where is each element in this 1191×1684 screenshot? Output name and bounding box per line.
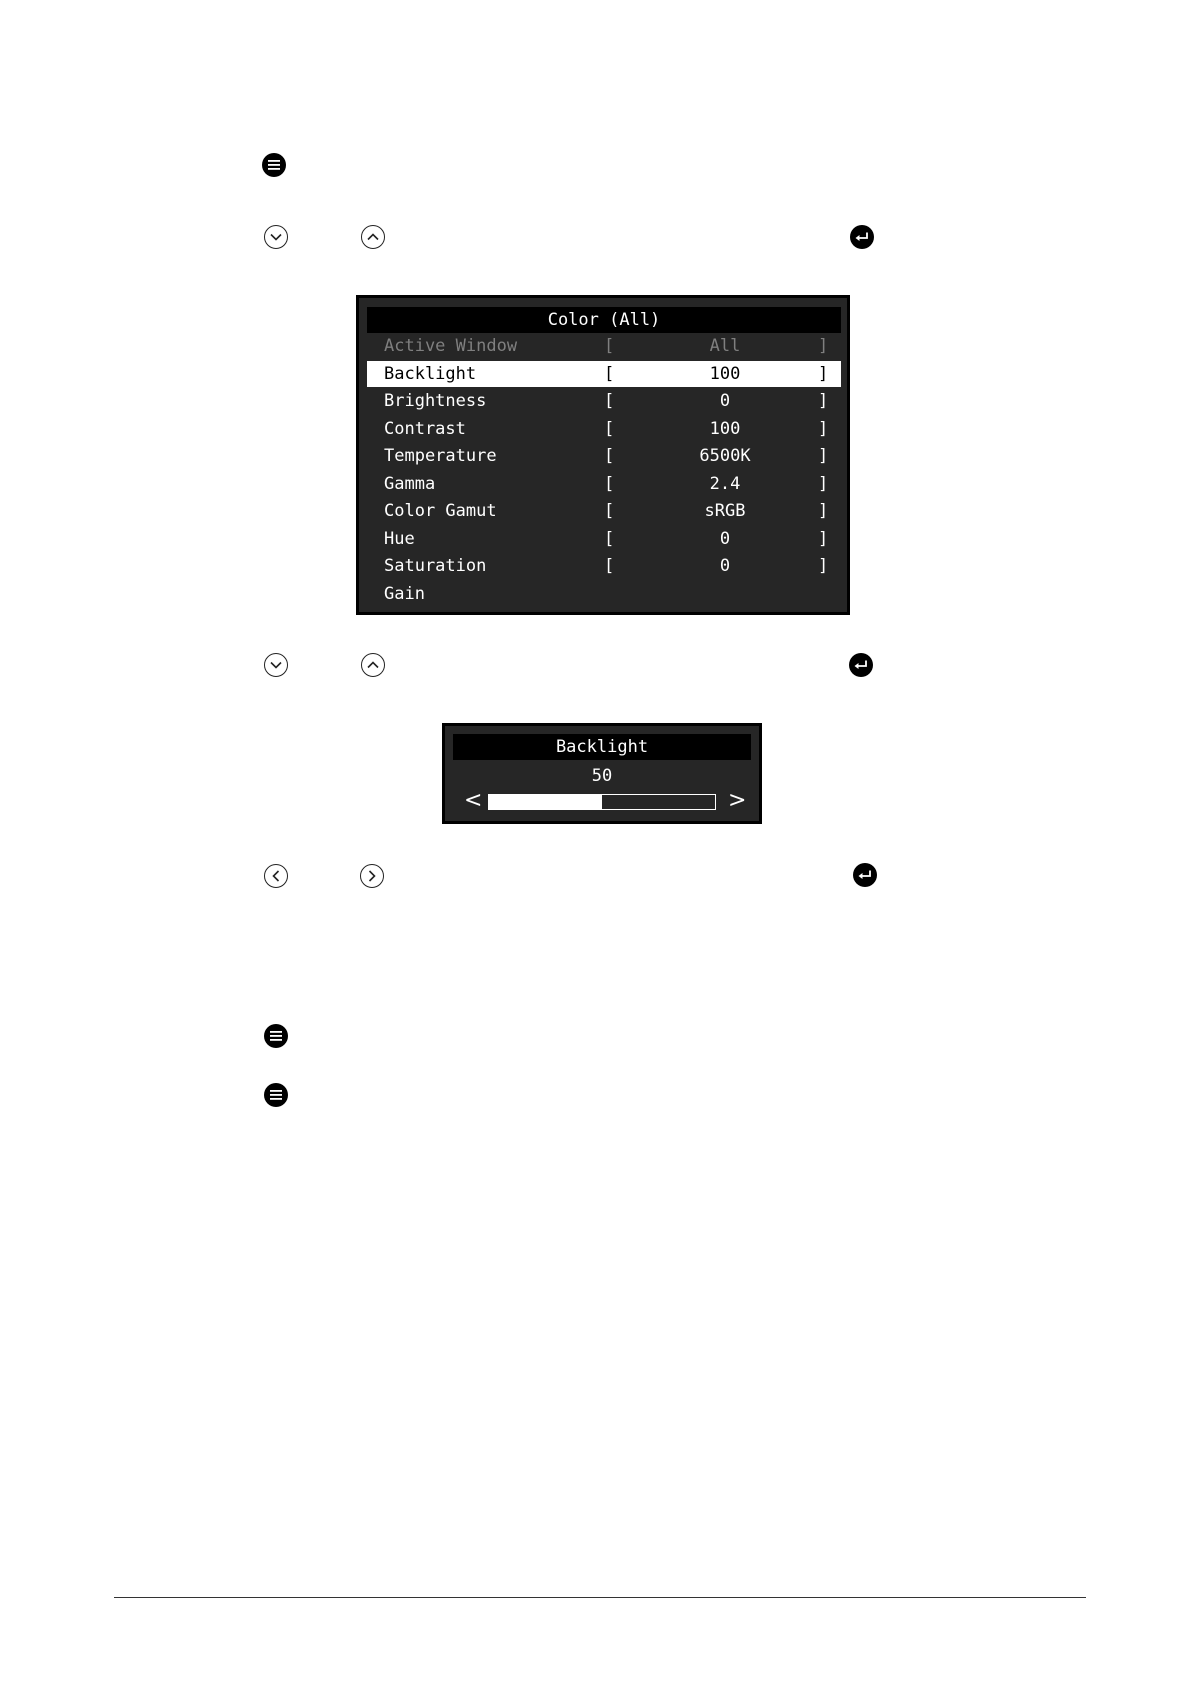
menu-row-backlight[interactable] [367, 361, 841, 387]
menu-row-label: Active Window [384, 336, 518, 356]
open-bracket: [ [604, 528, 615, 549]
menu-row-active-window [367, 333, 841, 359]
backlight-dialog-title: Backlight [453, 734, 751, 760]
menu-row-label: Gain [384, 583, 425, 604]
close-bracket: ] [818, 501, 829, 521]
open-bracket: [ [604, 446, 615, 466]
menu-row-hue[interactable] [367, 526, 841, 552]
menu-row-gamma[interactable] [367, 471, 841, 497]
close-bracket: ] [818, 556, 829, 576]
open-bracket: [ [604, 418, 615, 439]
open-bracket: [ [604, 336, 615, 356]
enter-icon[interactable] [853, 863, 877, 887]
menu-row-contrast[interactable] [367, 416, 841, 442]
open-bracket: [ [604, 363, 615, 384]
chevron-right-icon[interactable] [360, 864, 384, 888]
backlight-value: 50 [591, 766, 613, 786]
menu-row-gain[interactable] [367, 581, 841, 607]
menu-row-value: sRGB [704, 501, 746, 521]
menu-row-label: Hue [384, 528, 415, 549]
close-bracket: ] [818, 473, 829, 494]
menu-row-value: 2.4 [709, 473, 741, 494]
backlight-slider[interactable] [488, 794, 716, 810]
menu-row-value: 6500K [699, 446, 751, 466]
menu-row-label: Color Gamut [384, 501, 497, 521]
menu-row-saturation[interactable] [367, 553, 841, 579]
backlight-dialog [442, 723, 762, 824]
open-bracket: [ [604, 556, 615, 576]
color-menu-osd [356, 295, 850, 615]
footer-rule [114, 1597, 1086, 1598]
menu-row-value: 100 [709, 363, 741, 384]
enter-icon[interactable] [849, 653, 873, 677]
menu-row-label: Gamma [384, 473, 436, 494]
menu-row-label: Saturation [384, 556, 487, 576]
menu-row-temperature[interactable] [367, 443, 841, 469]
enter-icon[interactable] [850, 225, 874, 249]
color-menu-title: Color (All) [367, 307, 841, 333]
menu-row-value: 100 [709, 418, 741, 439]
close-bracket: ] [818, 391, 829, 411]
chevron-down-icon[interactable] [264, 653, 288, 677]
menu-row-value: 0 [719, 528, 731, 549]
decrease-arrow[interactable]: < [464, 788, 483, 813]
menu-row-value: 0 [719, 556, 731, 576]
menu-icon[interactable] [262, 153, 286, 177]
close-bracket: ] [818, 363, 829, 384]
menu-row-label: Backlight [384, 363, 477, 384]
menu-row-label: Contrast [384, 418, 466, 439]
close-bracket: ] [818, 446, 829, 466]
menu-row-value: 0 [719, 391, 731, 411]
close-bracket: ] [818, 528, 829, 549]
close-bracket: ] [818, 418, 829, 439]
chevron-down-icon[interactable] [264, 225, 288, 249]
open-bracket: [ [604, 473, 615, 494]
menu-row-label: Temperature [384, 446, 497, 466]
close-bracket: ] [818, 336, 829, 356]
chevron-left-icon[interactable] [264, 864, 288, 888]
backlight-slider-fill [489, 795, 602, 809]
menu-icon[interactable] [264, 1024, 288, 1048]
menu-icon[interactable] [264, 1083, 288, 1107]
chevron-up-icon[interactable] [361, 225, 385, 249]
menu-row-brightness[interactable] [367, 388, 841, 414]
open-bracket: [ [604, 391, 615, 411]
open-bracket: [ [604, 501, 615, 521]
menu-row-label: Brightness [384, 391, 487, 411]
menu-row-color-gamut[interactable] [367, 498, 841, 524]
increase-arrow[interactable]: > [728, 788, 747, 813]
chevron-up-icon[interactable] [361, 653, 385, 677]
menu-row-value: All [709, 336, 741, 356]
